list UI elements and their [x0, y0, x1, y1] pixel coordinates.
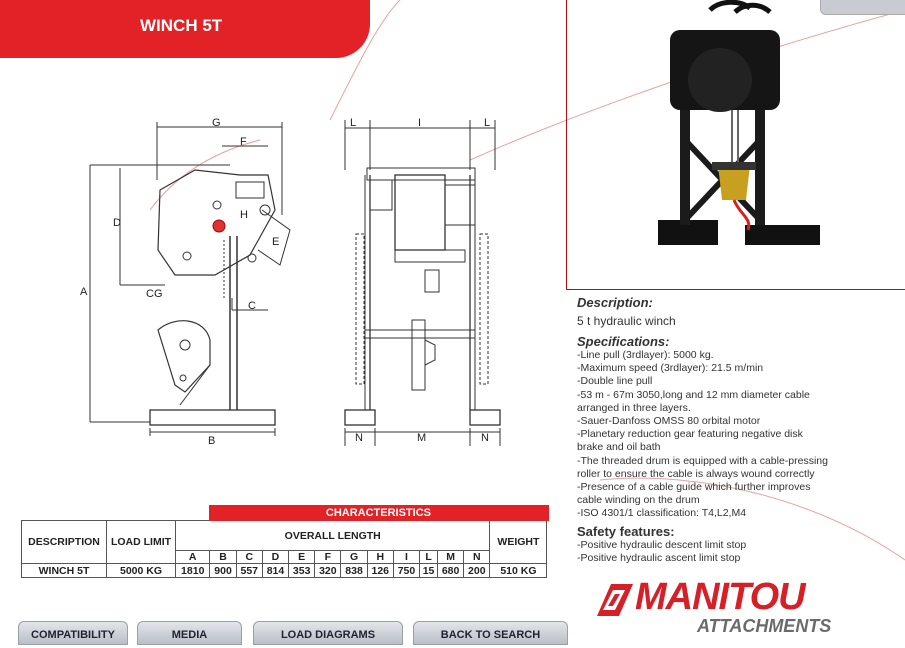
letter-e: E — [289, 551, 315, 564]
safety-item: -Positive hydraulic descent limit stop — [577, 538, 747, 551]
divider-horizontal — [566, 289, 905, 290]
letter-n: N — [464, 551, 490, 564]
technical-drawing — [0, 100, 560, 450]
value-f: 320 — [315, 564, 341, 578]
col-weight: WEIGHT — [490, 521, 547, 564]
dim-label-b: B — [208, 435, 216, 447]
spec-item: cable winding on the drum — [577, 494, 700, 507]
manitou-emblem-icon — [593, 580, 637, 620]
back-to-search-button[interactable]: BACK TO SEARCH — [413, 621, 568, 645]
letter-b: B — [210, 551, 236, 564]
dim-label-d: D — [113, 217, 121, 229]
value-d: 814 — [262, 564, 288, 578]
dim-label-m: M — [417, 432, 427, 444]
dim-label-l-left: L — [350, 117, 357, 129]
side-view — [90, 122, 290, 436]
safety-list — [577, 539, 902, 565]
dim-label-l-right: L — [484, 117, 491, 129]
spec-item: -Planetary reduction gear featuring negative disk — [577, 428, 803, 441]
spec-item: -Maximum speed (3rdlayer): 21.5 m/min — [577, 362, 764, 375]
characteristics-title: CHARACTERISTICS — [210, 506, 547, 521]
specifications-heading: Specifications: — [577, 334, 670, 349]
letter-i: I — [393, 551, 419, 564]
value-m: 680 — [438, 564, 464, 578]
spec-item: -53 m - 67m 3050,long and 12 mm diameter cable — [577, 388, 810, 401]
dim-label-n-left: N — [355, 432, 363, 444]
spec-item: brake and oil bath — [577, 441, 661, 454]
characteristics-table — [21, 505, 549, 578]
dim-label-i: I — [418, 117, 422, 129]
letter-h: H — [367, 551, 393, 564]
safety-heading: Safety features: — [577, 523, 675, 539]
value-h: 126 — [367, 564, 393, 578]
spec-item: -Double line pull — [577, 375, 653, 388]
row-description: WINCH 5T — [22, 564, 107, 578]
dim-label-h: H — [240, 209, 248, 221]
letter-d: D — [262, 551, 288, 564]
spec-item: arranged in three layers. — [577, 401, 691, 414]
spec-item: roller to ensure the cable is always wound correctly — [577, 467, 815, 480]
letter-c: C — [236, 551, 262, 564]
dim-label-cg: CG — [146, 288, 163, 300]
brand-subtitle: ATTACHMENTS — [697, 616, 832, 636]
letter-m: M — [438, 551, 464, 564]
spec-item: -ISO 4301/1 classification: T4,L2,M4 — [577, 507, 747, 520]
dim-label-g: G — [212, 117, 221, 129]
spec-item: -The threaded drum is equipped with a cable-pressing — [577, 454, 828, 467]
letter-a: A — [176, 551, 210, 564]
value-c: 557 — [236, 564, 262, 578]
dim-label-a: A — [80, 286, 88, 298]
dim-label-e: E — [272, 236, 280, 248]
media-button[interactable]: MEDIA — [137, 621, 242, 645]
value-n: 200 — [464, 564, 490, 578]
safety-item: -Positive hydraulic ascent limit stop — [577, 551, 741, 564]
divider-vertical — [566, 0, 567, 290]
description-heading: Description: — [577, 295, 653, 310]
spec-item: -Presence of a cable guide which further improves — [577, 481, 811, 494]
dim-label-c: C — [248, 300, 256, 312]
value-a: 1810 — [176, 564, 210, 578]
front-view — [345, 120, 500, 446]
value-b: 900 — [210, 564, 236, 578]
brand-name: MANITOU — [635, 576, 805, 618]
col-overall-length: OVERALL LENGTH — [176, 521, 490, 551]
dim-label-f: F — [240, 136, 247, 148]
value-g: 838 — [341, 564, 367, 578]
product-photo — [640, 0, 840, 285]
dim-label-n-right: N — [481, 432, 489, 444]
letter-g: G — [341, 551, 367, 564]
value-i: 750 — [393, 564, 419, 578]
compatibility-button[interactable]: COMPATIBILITY — [18, 621, 128, 645]
spec-item: -Sauer-Danfoss OMSS 80 orbital motor — [577, 415, 761, 428]
value-l: 15 — [420, 564, 438, 578]
description-panel — [577, 295, 902, 565]
letter-f: F — [315, 551, 341, 564]
page-title: WINCH 5T — [140, 16, 223, 35]
row-weight: 510 KG — [490, 564, 547, 578]
value-e: 353 — [289, 564, 315, 578]
load-diagrams-button[interactable]: LOAD DIAGRAMS — [253, 621, 403, 645]
description-text: 5 t hydraulic winch — [577, 314, 676, 328]
letter-l: L — [420, 551, 438, 564]
col-description: DESCRIPTION — [22, 521, 107, 564]
spec-item: -Line pull (3rdlayer): 5000 kg. — [577, 349, 714, 361]
specifications-list — [577, 349, 902, 521]
col-load-limit: LOAD LIMIT — [107, 521, 176, 564]
row-load: 5000 KG — [107, 564, 176, 578]
